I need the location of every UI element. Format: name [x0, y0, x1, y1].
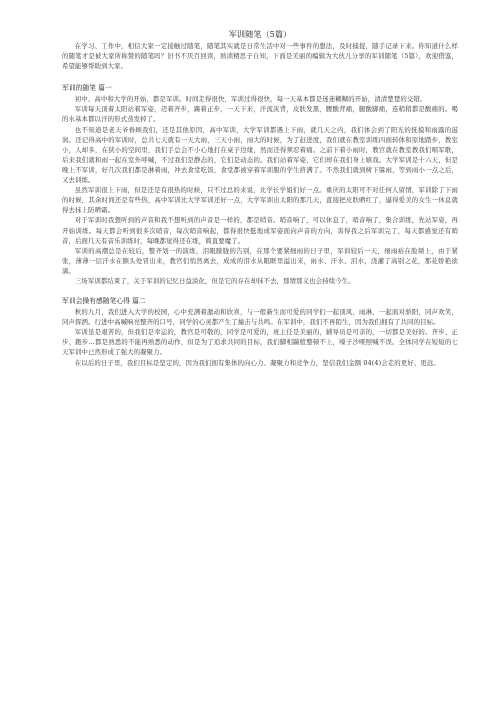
section-1 [62, 83, 458, 286]
section-heading: 军训的随笔 篇一 [62, 84, 112, 93]
paragraph: 军训虽是艰苦的，但我们是幸运的，教官是可敬的，同学是可爱的，班主任是美丽的，辅导员是可亲的，一切都是美好的。齐步、正步、跑步…都是熟悉的不能再熟悉的动作，但是为了追求共同的目标，我们脚相踹般整顿不上，嗓子沙哑照喊不误。全体同学在短短的七天军训中已然形成了强大的凝聚力。 [62, 328, 458, 357]
paragraph: 对于军训时我想听到的声音和我不想听到的声音是一样的，都是哨音。哨音响了，可以休息了，哨音响了，集合训练，先站军姿，再开始训练。每天都会听到很多次哨音，每次哨音响起，都得很快挺地成军姿面向声音的方向，害得我之后军训完了，每天都感觉还有哨音，后面几天有音乐训练时，每晚都觉得还在练，简直要魔了。 [62, 216, 458, 245]
section-heading: 军训会操有感随笔心得 篇二 [62, 297, 146, 306]
paragraph: 也不知道是老天爷眷顾我们，还是其他原因，高中军训，大学军训都遇上下雨，就几天之内，我们体会到了阳光的抚摸和雨露的滋润。还记得高中的军训时，总共七天就有一天大雨，三天小雨，雨大的时候，为了赶进度，我们就在教室训练四面转体和原地踏步，教室小，人却多，在狭小的空间里，我们手总会不小心地打在桌子边缘，然而还得须忍着痛。之前下着小雨时，教官就在教室教我们唱军歌，后来我们就和雨一起在室外呼喊，不过我们是静态的，它们是动态的。我们站着军姿，它们却在我们身上嬉戏。大学军训是十六天，但是晚上不军训，好几次我们都是淋着雨，冲去食堂吃饭，食堂都被穿着军训服的学生挤满了。不然我们就到树下躲雨，等到雨小一点之后，又去训练。 [62, 125, 458, 185]
paragraph: 虽然军训很上下雨，但是还是有很热的时候，只不过总的来说，比学长学姐们好一点。重庆的太阳可不对任何人留情，军训除了下雨的时候，其余时间还是有些热，高中军训比大学军训还好一点，大学军训出太阳的那几天，直接把皮肤晒红了，逼得爱美的女生一休息就得去抹上防晒霜。 [62, 186, 458, 215]
paragraph: 初中、高中和大学的开始，都是军训。时间走得很快，军训过得很快，每一天基本都是迷迷糊糊的开始，清清楚楚的交错。 [74, 95, 427, 104]
paragraph: 秋的九月，我们进入大学的校园，心中充满着激动和欣喜，与一般新生而可爱的同学们一起顶风、雨淋，一起面对骄阳，同声欢笑，同声挥洒。行进中高喊响亮整齐的口号，同学的心灵都产生了撞击与共鸣。在军训中，我们不再陌生，因为我们拥有了共同的目标。 [62, 308, 458, 327]
paragraph: 三场军训都结束了，关于军训的记忆日益淡化，但是它的存在却抹不去，那情那义也会持续今生。 [74, 276, 355, 285]
paragraph: 军训每天顶着太阳站着军姿，迈着齐步，踢着正步，一天下来，汗流浃背，皮肤发黑，腰酸背痛，腿酸脚痛，连稍稍都是酸痛的。喝的水基本都以汗的形式蒸发掉了。 [62, 105, 458, 124]
section-2 [62, 296, 458, 368]
document-title: 军训随笔（5篇） [228, 29, 292, 39]
intro-paragraph: 在学习、工作中，相信大家一定接触过随笔，随笔其实就是日常生活中对一些事件的想法，及时捕捉，随手记录下来。你知道什么样的随笔才是被大家所称赞的随笔吗？旧书不厌百回读，熟读精思子自知，下面是美丽的编辑为大伙儿分享的军训随笔（5篇），欢迎借鉴，希望能够帮助到大家。 [62, 42, 458, 71]
paragraph: 在以后的日子里，我们目标是坚定的，因为我们拥有集体的向心力、凝聚力和竞争力，坚信我们金额 04(4)会走的更好、更远。 [74, 358, 440, 367]
paragraph: 军训的高潮总是在较后，整齐划一的演练，泪眼朦胧的告别，在那个要紧细雨的日子里，军训较后一天，细雨裕在脸颊上，由于紧张，薄薄一层汗水在额头处冒出来，教官们悄然离去，成成的泪水从眼眶里溢出来，雨水、汗水、泪水，浇灌了高别之花，那花娇艳欲滴。 [62, 246, 458, 275]
